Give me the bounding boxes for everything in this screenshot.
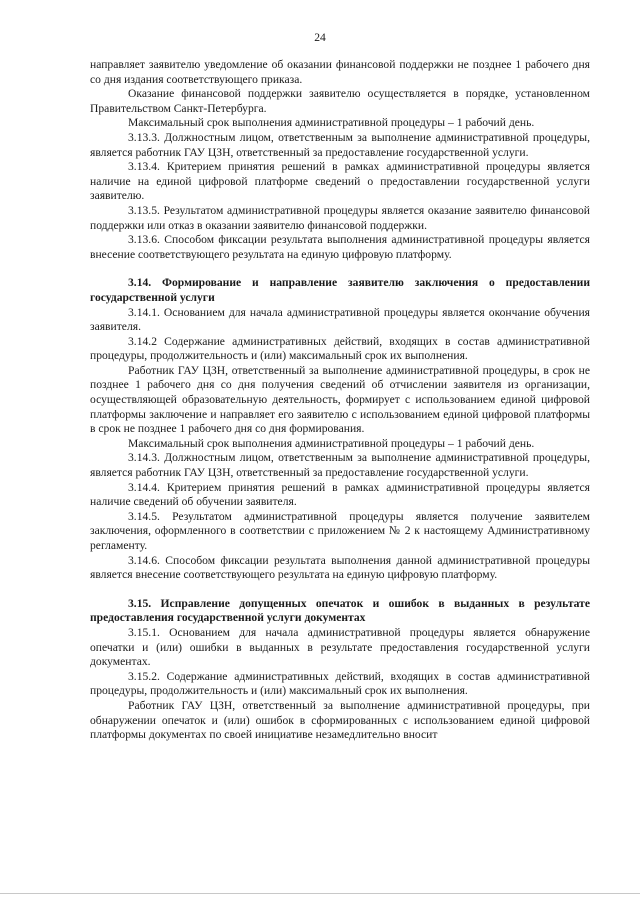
paragraph: 3.13.6. Способом фиксации результата выполнения административной процедуры является внесение соответствующего результата на единую цифровую платформу. <box>90 233 590 261</box>
paragraph: 3.14.5. Результатом административной процедуры является получение заявителем заключения, оформленного в соответствии с приложением № 2 к настоящему Административному регламенту. <box>90 509 590 552</box>
paragraph: 3.14.1. Основанием для начала административной процедуры является окончание обучения заявителя. <box>90 305 590 334</box>
paragraph: Работник ГАУ ЦЗН, ответственный за выполнение административной процедуры, при обнаружении опечаток и (или) ошибок в сформированных с использованием единой цифровой платформы документах по своей инициативе незамедлительно вносит <box>90 698 590 742</box>
scan-edge-line <box>0 893 640 894</box>
paragraph: 3.15.2. Содержание административных действий, входящих в состав административной процедуры, продолжительность и (или) максимальный срок их выполнения. <box>90 669 590 698</box>
paragraph: 3.14.2 Содержание административных действий, входящих в состав административной процедуры, продолжительность и (или) максимальный срок их выполнения. <box>90 334 590 363</box>
paragraph: 3.14.4. Критерием принятия решений в рамках административной процедуры является наличие сведений об обучении заявителя. <box>90 480 590 509</box>
paragraph: 3.14.6. Способом фиксации результата выполнения данной административной процедуры является внесение соответствующего результата на единую цифровую платформу. <box>90 553 590 582</box>
paragraph: Максимальный срок выполнения административной процедуры – 1 рабочий день. <box>128 116 535 130</box>
paragraph: 3.13.3. Должностным лицом, ответственным за выполнение административной процедуры, является работник ГАУ ЦЗН, ответственный за предоставление государственной услуги. <box>90 130 590 159</box>
section-heading: 3.14. Формирование и направление заявителю заключения о предоставлении государственной услуги <box>90 276 590 304</box>
section-heading: 3.15. Исправление допущенных опечаток и ошибок в выданных в результате предоставления государственной услуги документах <box>90 596 590 625</box>
page-number: 24 <box>314 31 326 44</box>
paragraph: 3.13.5. Результатом административной процедуры является оказание заявителю финансовой поддержки или отказ в оказании заявителю финансовой поддержки. <box>90 203 590 232</box>
paragraph: Максимальный срок выполнения административной процедуры – 1 рабочий день. <box>128 436 535 450</box>
paragraph: 3.14.3. Должностным лицом, ответственным за выполнение административной процедуры, является работник ГАУ ЦЗН, ответственный за предоставление государственной услуги. <box>90 451 590 480</box>
document-body <box>90 58 590 743</box>
section-gap <box>90 583 590 597</box>
paragraph: Оказание финансовой поддержки заявителю осуществляется в порядке, установленном Правительством Санкт-Петербурга. <box>90 87 590 115</box>
paragraph: направляет заявителю уведомление об оказании финансовой поддержки не позднее 1 рабочего дня со дня издания соответствующего приказа. <box>90 58 590 86</box>
section-gap <box>90 262 590 276</box>
paragraph: Работник ГАУ ЦЗН, ответственный за выполнение административной процедуры, в срок не позднее 1 рабочего дня со дня получения сведений об отчислении заявителя из организации, осуществляющей образовательную деятельность, формирует с использованием единой цифровой платформы заключение и направляет его заявителю с использованием единой цифровой платформы в срок не позднее 1 рабочего дня со дня формирования. <box>90 363 590 436</box>
paragraph: 3.13.4. Критерием принятия решений в рамках административной процедуры является наличие на единой цифровой платформе сведений о предоставлении государственной услуги заявителю. <box>90 160 590 203</box>
paragraph: 3.15.1. Основанием для начала административной процедуры является обнаружение опечатки и (или) ошибки в выданных в результате предоставления государственной услуги документах. <box>90 625 590 669</box>
